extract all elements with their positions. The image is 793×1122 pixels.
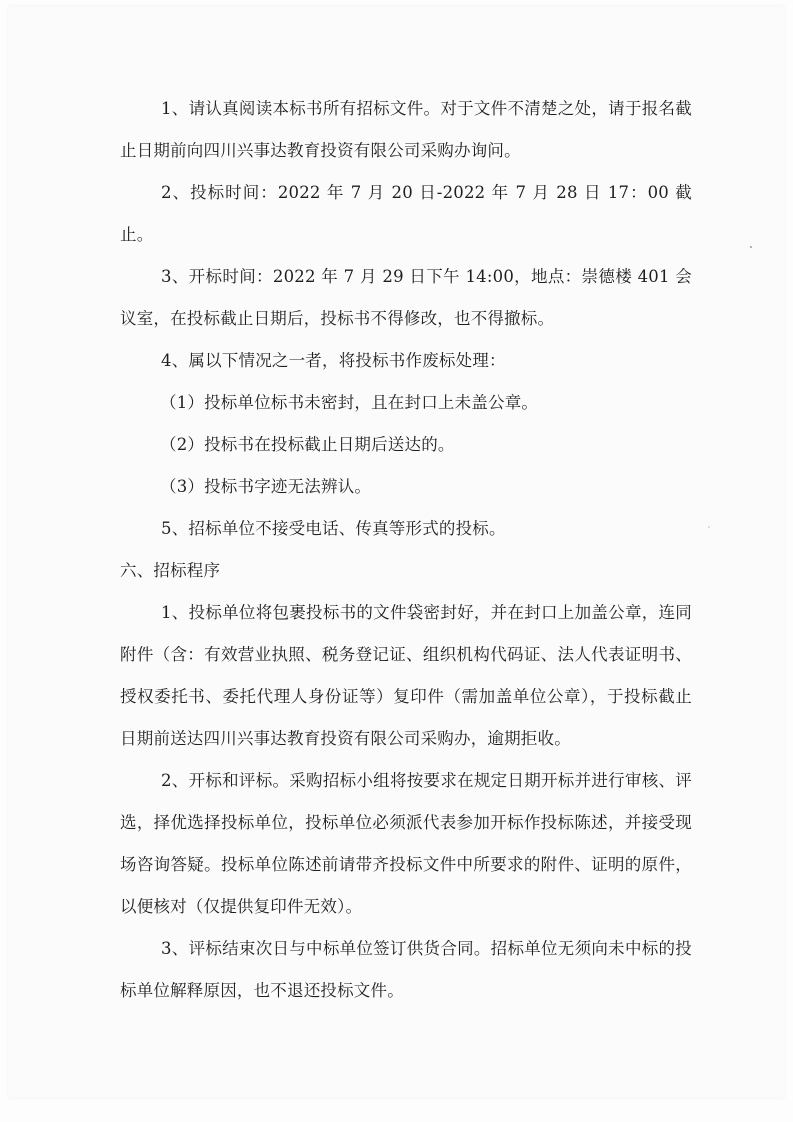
paragraph-3: 3、开标时间：2022 年 7 月 29 日下午 14:00，地点：崇德楼 401 会议室，在投标截止日期后，投标书不得修改，也不得撤标。 (120, 267, 692, 328)
scan-speck (708, 526, 710, 528)
scan-speck (750, 246, 752, 248)
paragraph-4: 4、属以下情况之一者，将投标书作废标处理： (161, 351, 506, 370)
paragraph-6: 1、投标单位将包裹投标书的文件袋密封好，并在封口上加盖公章，连同附件（含：有效营业执照、税务登记证、组织机构代码证、法人代表证明书、授权委托书、委托代理人身份证等）复印件（需加盖单位公章），于投标截止日期前送达四川兴事达教育投资有限公司采购办，逾期拒收。 (120, 603, 692, 748)
sub-item-1: （1）投标单位标书未密封，且在封口上未盖公章。 (160, 393, 539, 412)
document-body (120, 88, 692, 1012)
sub-item-2: （2）投标书在投标截止日期后送达的。 (160, 435, 455, 454)
sub-item-3: （3）投标书字迹无法辨认。 (160, 477, 372, 496)
paragraph-7: 2、开标和评标。采购招标小组将按要求在规定日期开标并进行审核、评选，择优选择投标单位，投标单位必须派代表参加开标作投标陈述，并接受现场咨询答疑。投标单位陈述前请带齐投标文件中所要求的附件、证明的原件，以便核对（仅提供复印件无效）。 (120, 771, 692, 916)
section-heading: 六、招标程序 (120, 561, 221, 580)
paragraph-5: 5、招标单位不接受电话、传真等形式的投标。 (161, 519, 506, 538)
paragraph-2: 2、投标时间：2022 年 7 月 20 日-2022 年 7 月 28 日 17：00 截止。 (120, 183, 692, 244)
paragraph-1: 1、请认真阅读本标书所有招标文件。对于文件不清楚之处，请于报名截止日期前向四川兴事达教育投资有限公司采购办询问。 (120, 99, 692, 160)
paragraph-8: 3、评标结束次日与中标单位签订供货合同。招标单位无须向未中标的投标单位解释原因，也不退还投标文件。 (120, 939, 692, 1000)
